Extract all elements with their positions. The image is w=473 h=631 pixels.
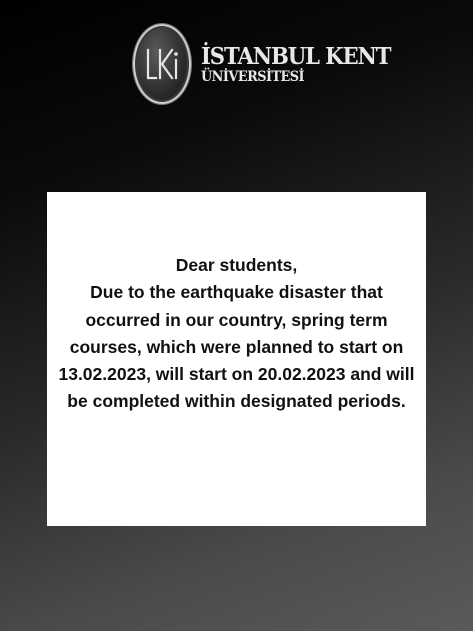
announcement-body: Due to the earthquake disaster that occurred in our country, spring term courses, which were planned to start on 13.02.2023, will start on 20.02.2023 and will be completed within designated periods. [58, 282, 415, 412]
university-logo [133, 25, 407, 103]
announcement-card [47, 192, 426, 526]
university-name-line1: İSTANBUL KENT [201, 42, 391, 70]
university-emblem-icon [133, 24, 191, 104]
announcement-greeting: Dear students, [175, 255, 298, 275]
university-name-line2: ÜNİVERSİTESİ [201, 68, 304, 85]
lki-monogram-icon [142, 42, 182, 86]
announcement-text [57, 252, 416, 416]
